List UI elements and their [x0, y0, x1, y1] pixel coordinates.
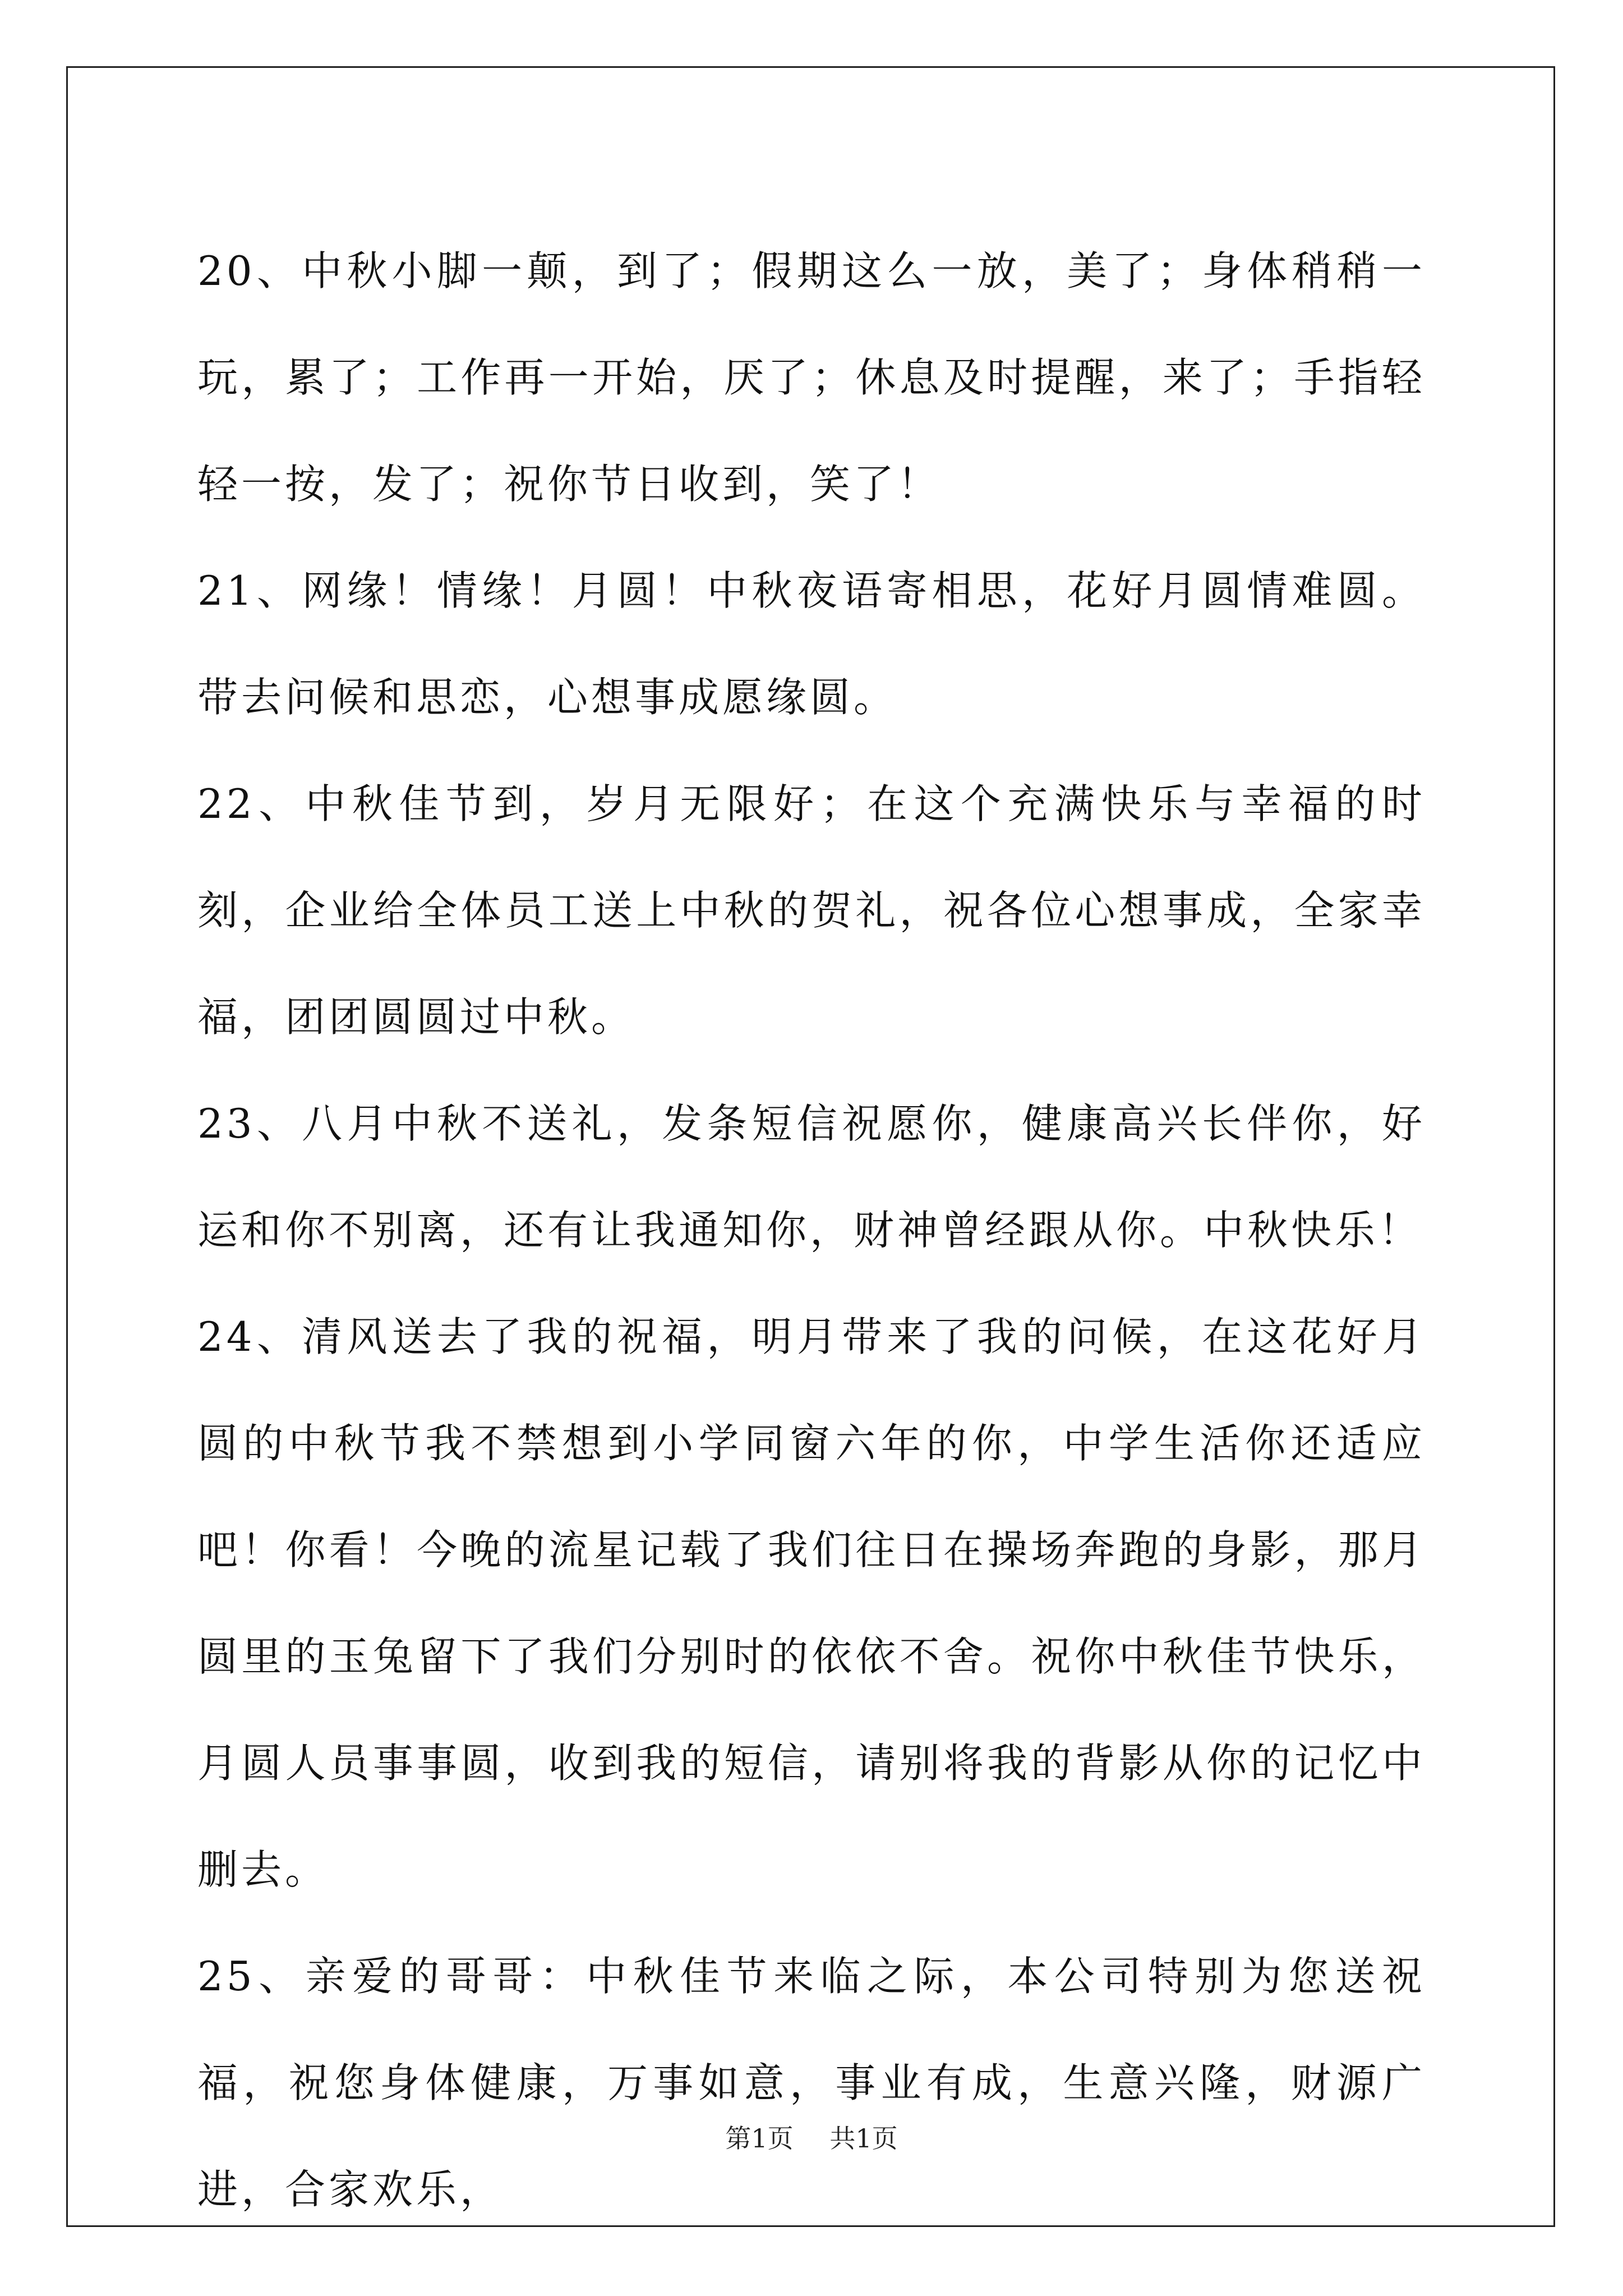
page-number-current: 第1页 — [725, 2123, 794, 2154]
paragraph-21: 21、网缘！情缘！月圆！中秋夜语寄相思，花好月圆情难圆。带去问候和思恋，心想事成愿缘圆。 — [197, 567, 1426, 721]
paragraph-20: 20、中秋小脚一颠，到了；假期这么一放，美了；身体稍稍一玩，累了；工作再一开始，厌了；休息及时提醒，来了；手指轻轻一按，发了；祝你节日收到，笑了！ — [197, 247, 1426, 508]
paragraph-24: 24、清风送去了我的祝福，明月带来了我的问候，在这花好月圆的中秋节我不禁想到小学同窗六年的你，中学生活你还适应吧！你看！今晚的流星记载了我们往日在操场奔跑的身影，那月圆里的玉兔留下了我们分别时的依依不舍。祝你中秋佳节快乐，月圆人员事事圆，收到我的短信，请别将我的背影从你的记忆中删去。 — [197, 1313, 1426, 1893]
document-body — [197, 218, 1426, 2243]
page-number-total: 共1页 — [829, 2123, 898, 2154]
paragraph-25: 25、亲爱的哥哥：中秋佳节来临之际，本公司特别为您送祝福，祝您身体健康，万事如意，事业有成，生意兴隆，财源广进，合家欢乐， — [197, 1953, 1426, 2213]
page-footer — [0, 2122, 1623, 2155]
paragraph-22: 22、中秋佳节到，岁月无限好；在这个充满快乐与幸福的时刻，企业给全体员工送上中秋的贺礼，祝各位心想事成，全家幸福，团团圆圆过中秋。 — [197, 780, 1426, 1041]
paragraph-23: 23、八月中秋不送礼，发条短信祝愿你，健康高兴长伴你，好运和你不别离，还有让我通知你，财神曾经跟从你。中秋快乐！ — [197, 1100, 1426, 1254]
